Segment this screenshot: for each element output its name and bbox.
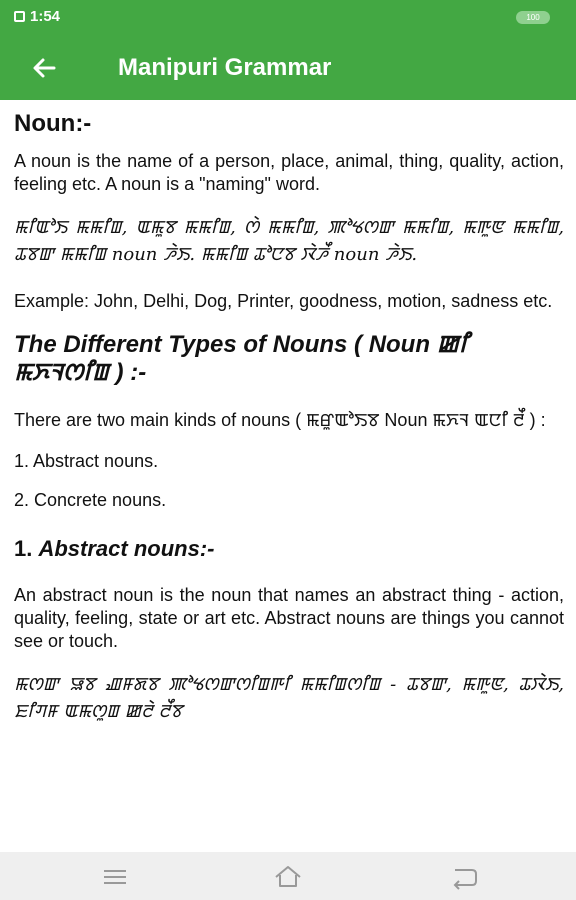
heading-noun: Noun:- — [14, 110, 92, 137]
navigation-bar — [0, 852, 576, 900]
status-time: 1:54 — [30, 8, 61, 25]
types-intro: There are two main kinds of nouns ( ꯃꯔꯨꯑꯣꯏꯕ Noun ꯃꯈꯜ ꯑꯅꯤ ꯂꯩ ) : — [14, 410, 546, 430]
list-item: 1. Abstract nouns. — [14, 451, 159, 471]
home-icon[interactable] — [273, 862, 303, 892]
heading-types: The Different Types of Nouns ( Noun ꯀꯤ ꯃꯈꯜꯁꯤꯡ ) :- — [14, 331, 468, 386]
abstract-english: An abstract noun is the noun that names an abstract thing - action, quality, feeling, state or art etc. Abstract nouns are things you cannot see or touch. — [14, 585, 564, 651]
back-icon[interactable] — [450, 862, 480, 892]
abstract-manipuri: ꯃꯁꯛ ꯎꯕ ꯉꯝꯗꯕ ꯄꯣꯠꯁꯛꯁꯤꯡꯒꯤ ꯃꯃꯤꯡꯁꯤꯡ - ꯊꯕꯛ, ꯃꯒꯨꯟ, ꯊꯋꯥꯏ, ꯐꯤꯚꯝ ꯑꯃꯁꯨꯡ ꯀꯂꯥ ꯂꯩꯕ — [14, 674, 564, 722]
notification-icon — [14, 11, 25, 22]
menu-icon[interactable] — [100, 862, 130, 892]
heading-number: 1. — [14, 536, 33, 561]
definition-english: A noun is the name of a person, place, animal, thing, quality, action, feeling etc. A noun is a "naming" word. — [14, 151, 564, 194]
definition-manipuri: ꯃꯤꯑꯣꯏ ꯃꯃꯤꯡ, ꯑꯃꯨꯕ ꯃꯃꯤꯡ, ꯁꯥ ꯃꯃꯤꯡ, ꯄꯣꯠꯁꯛ ꯃꯃꯤꯡ, ꯃꯒꯨꯟ ꯃꯃꯤꯡ, ꯊꯕꯛ ꯃꯃꯤꯡ noun ꯍꯥꯏ. ꯃꯃꯤꯡ ꯊꯣꯅꯕ ꯋꯥꯍꯩ noun ꯍꯥꯏ. — [14, 217, 564, 265]
heading-abstract — [14, 536, 564, 562]
example-text: Example: John, Delhi, Dog, Printer, goodness, motion, sadness etc. — [14, 291, 553, 311]
battery-icon: 100 — [516, 11, 550, 24]
app-title: Manipuri Grammar — [118, 54, 332, 81]
arrow-left-icon[interactable] — [28, 52, 60, 84]
heading-abstract-text: Abstract nouns:- — [38, 536, 215, 561]
article-content[interactable] — [14, 100, 564, 852]
status-bar — [0, 0, 576, 36]
app-bar — [0, 36, 576, 100]
list-item: 2. Concrete nouns. — [14, 490, 167, 510]
